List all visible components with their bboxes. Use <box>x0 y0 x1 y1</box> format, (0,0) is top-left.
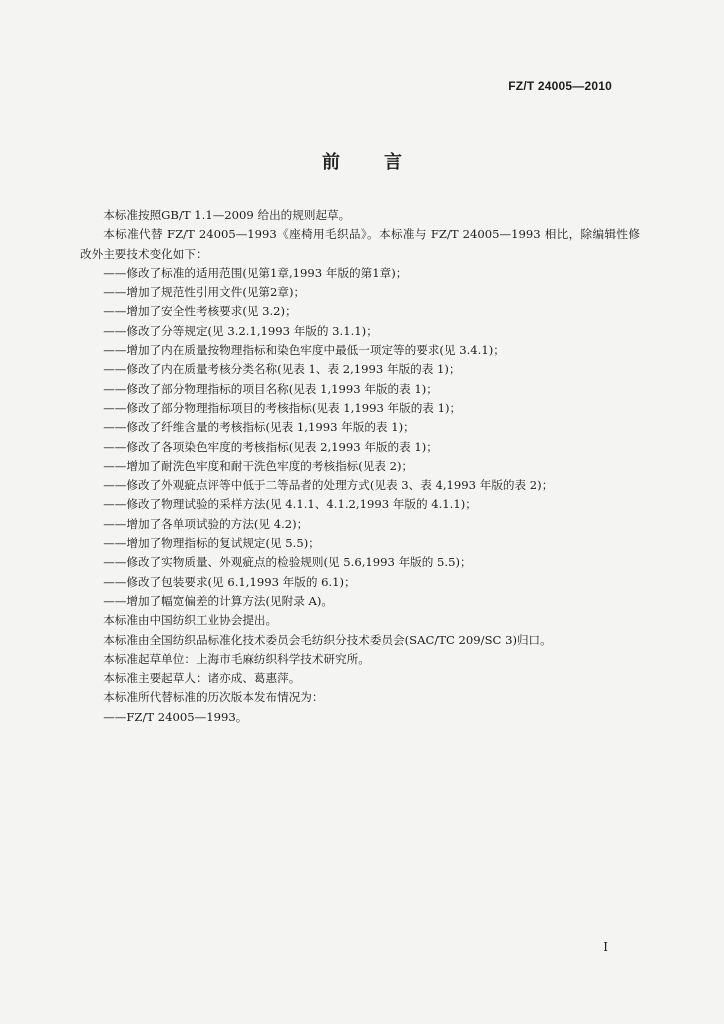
paragraph-drafting-rules: 本标准按照GB/T 1.1—2009 给出的规则起草。 <box>103 208 351 222</box>
list-item: ——修改了部分物理指标项目的考核指标(见表 1,1993 年版的表 1)； <box>103 400 462 415</box>
paragraph-history: 本标准所代替标准的历次版本发布情况为： <box>103 690 324 705</box>
paragraph-centralized-by: 本标准由全国纺织品标准化技术委员会毛纺织分技术委员会(SAC/TC 209/SC 3)归口。 <box>103 632 552 647</box>
list-item: ——增加了物理指标的复试规定(见 5.5)； <box>103 536 320 551</box>
list-item: ——修改了纤维含量的考核指标(见表 1,1993 年版的表 1)； <box>103 420 415 435</box>
foreword-body <box>80 206 640 727</box>
list-item: ——修改了外观疵点评等中低于二等品者的处理方式(见表 3、表 4,1993 年版的表 2)； <box>103 478 554 493</box>
paragraph-proposed-by: 本标准由中国纺织工业协会提出。 <box>103 613 278 628</box>
list-item: ——修改了包装要求(见 6.1,1993 年版的 6.1)； <box>103 574 356 589</box>
list-item: ——修改了标准的适用范围(见第1章,1993 年版的第1章)； <box>103 265 408 280</box>
list-item: ——增加了安全性考核要求(见 3.2)； <box>103 304 297 319</box>
changes-list <box>80 264 640 611</box>
list-item: ——增加了幅宽偏差的计算方法(见附录 A)。 <box>103 593 333 608</box>
list-item: ——增加了耐洗色牢度和耐干洗色牢度的考核指标(见表 2)； <box>103 458 414 473</box>
list-item: ——修改了部分物理指标的项目名称(见表 1,1993 年版的表 1)； <box>103 381 438 396</box>
paragraph-replaces: 本标准代替 FZ/T 24005—1993《座椅用毛织品》。本标准与 FZ/T 24005—1993 相比，除编辑性修改外主要技术变化如下： <box>80 227 640 261</box>
list-item: ——增加了规范性引用文件(见第2章)； <box>103 285 306 300</box>
paragraph-drafters: 本标准主要起草人：诸亦成、葛惠萍。 <box>103 671 301 686</box>
list-item: ——修改了内在质量考核分类名称(见表 1、表 2,1993 年版的表 1)； <box>103 362 461 377</box>
list-item-previous-version: ——FZ/T 24005—1993。 <box>103 709 248 724</box>
standard-code: FZ/T 24005—2010 <box>508 79 612 93</box>
list-item: ——修改了实物质量、外观疵点的检验规则(见 5.6,1993 年版的 5.5)； <box>103 555 472 570</box>
list-item: ——增加了各单项试验的方法(见 4.2)； <box>103 516 309 531</box>
list-item: ——修改了分等规定(见 3.2.1,1993 年版的 3.1.1)； <box>103 323 378 338</box>
list-item: ——修改了各项染色牢度的考核指标(见表 2,1993 年版的表 1)； <box>103 439 438 454</box>
list-item: ——增加了内在质量按物理指标和染色牢度中最低一项定等的要求(见 3.4.1)； <box>103 343 505 358</box>
paragraph-drafting-unit: 本标准起草单位：上海市毛麻纺织科学技术研究所。 <box>103 651 370 666</box>
page-title: 前言 <box>322 152 446 173</box>
list-item: ——修改了物理试验的采样方法(见 4.1.1、4.1.2,1993 年版的 4.1.1)； <box>103 497 477 512</box>
page-number: I <box>603 940 608 954</box>
